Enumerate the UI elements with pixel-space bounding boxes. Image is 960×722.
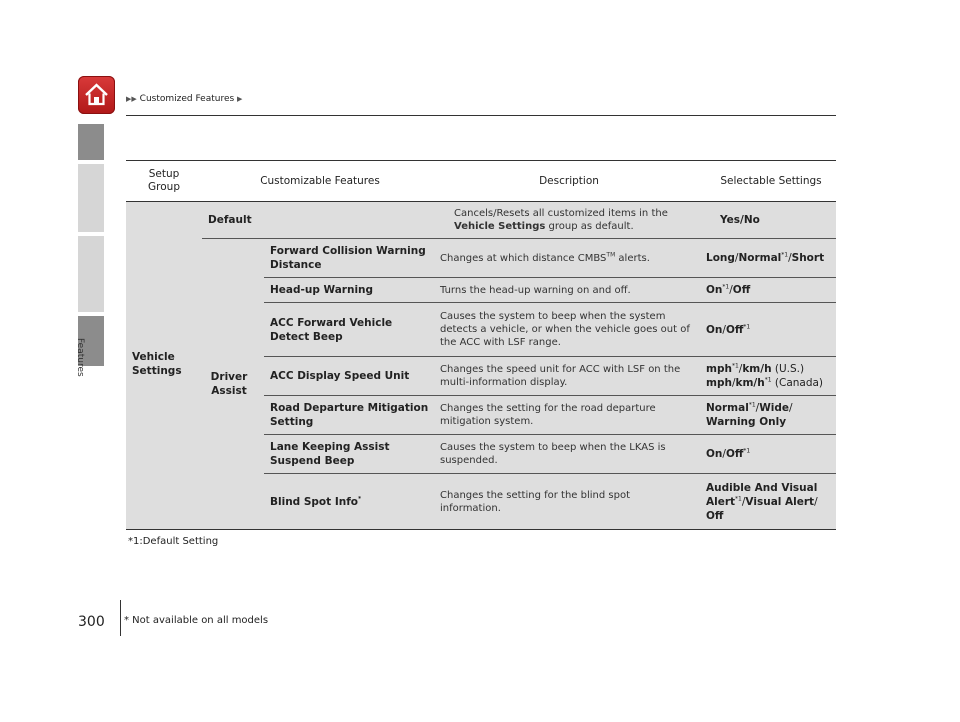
description: Cancels/Resets all customized items in the Vehicle Settings group as default. [454, 208, 668, 232]
breadcrumb-arrow-icon: ▶▶ [126, 95, 137, 103]
group-label: Vehicle Settings [132, 351, 182, 377]
table-row [264, 357, 836, 396]
setting-value: mph$^{*1}$/km/h (U.S.) mph/$km/h^{*1}$ (Canada) [706, 362, 824, 389]
default-setting-footnote: *1:Default Setting [128, 536, 219, 547]
table-row [264, 435, 836, 474]
description: Changes the setting for the blind spot information. [440, 489, 630, 514]
page-number: 300 [78, 614, 105, 630]
table-row [264, 278, 836, 303]
setting-value: On$^{*1}$/Off [706, 283, 751, 296]
setting-value: On/Off$^{*1}$ [706, 323, 751, 336]
breadcrumb[interactable] [126, 94, 242, 104]
header-setup-group: Setup Group [148, 168, 180, 193]
table-row [264, 239, 836, 278]
description: Causes the system to beep when the system detects a vehicle, or when the vehicle goes out of the ACC with LSF range. [440, 311, 690, 348]
breadcrumb-label: Customized Features [139, 94, 235, 104]
description: Turns the head-up warning on and off. [440, 284, 631, 296]
description: Changes the setting for the road departure mitigation system. [440, 403, 656, 427]
side-label: Features [75, 338, 85, 377]
feature-label: Blind Spot Info* [270, 495, 362, 508]
feature-label: Lane Keeping Assist Suspend Beep [270, 441, 390, 467]
side-tab[interactable] [78, 236, 104, 312]
description: Changes the speed unit for ACC with LSF on the multi-information display. [440, 364, 681, 388]
feature-label: ACC Forward Vehicle Detect Beep [270, 316, 393, 343]
description: Causes the system to beep when the LKAS is suspended. [440, 442, 666, 466]
table-row [202, 202, 836, 239]
availability-note: * Not available on all models [124, 615, 269, 626]
subgroup-label: Driver Assist [210, 371, 248, 397]
table-body [126, 202, 836, 530]
table-row [264, 396, 836, 435]
divider [120, 600, 121, 636]
table-header [126, 160, 836, 202]
header-customizable-features: Customizable Features [260, 174, 380, 187]
home-button[interactable] [78, 76, 115, 114]
header-selectable-settings: Selectable Settings [720, 174, 822, 187]
feature-label: ACC Display Speed Unit [270, 370, 410, 382]
side-tab[interactable] [78, 124, 104, 160]
setting-value: Yes/No [720, 214, 760, 226]
table-row [264, 303, 836, 357]
side-tab[interactable] [78, 164, 104, 232]
setting-value: Long/Normal$^{*1}$/Short [706, 251, 825, 264]
home-icon [84, 82, 109, 107]
table-row [264, 474, 836, 529]
feature-label: Default [208, 214, 252, 226]
setting-value: Normal$^{*1}$/Wide/ Warning Only [706, 401, 793, 428]
feature-label: Head-up Warning [270, 284, 374, 296]
breadcrumb-arrow-icon: ▶ [237, 95, 243, 103]
setting-value: Audible And Visual Alert$^{*1}$/Visual Alert/ Off [706, 481, 818, 522]
divider [126, 115, 836, 116]
header-description: Description [539, 174, 599, 187]
feature-label: Road Departure Mitigation Setting [270, 402, 429, 428]
description: Changes at which distance CMBS™ alerts. [440, 251, 650, 264]
setting-value: On/Off$^{*1}$ [706, 447, 751, 460]
feature-label: Forward Collision Warning Distance [270, 245, 426, 271]
